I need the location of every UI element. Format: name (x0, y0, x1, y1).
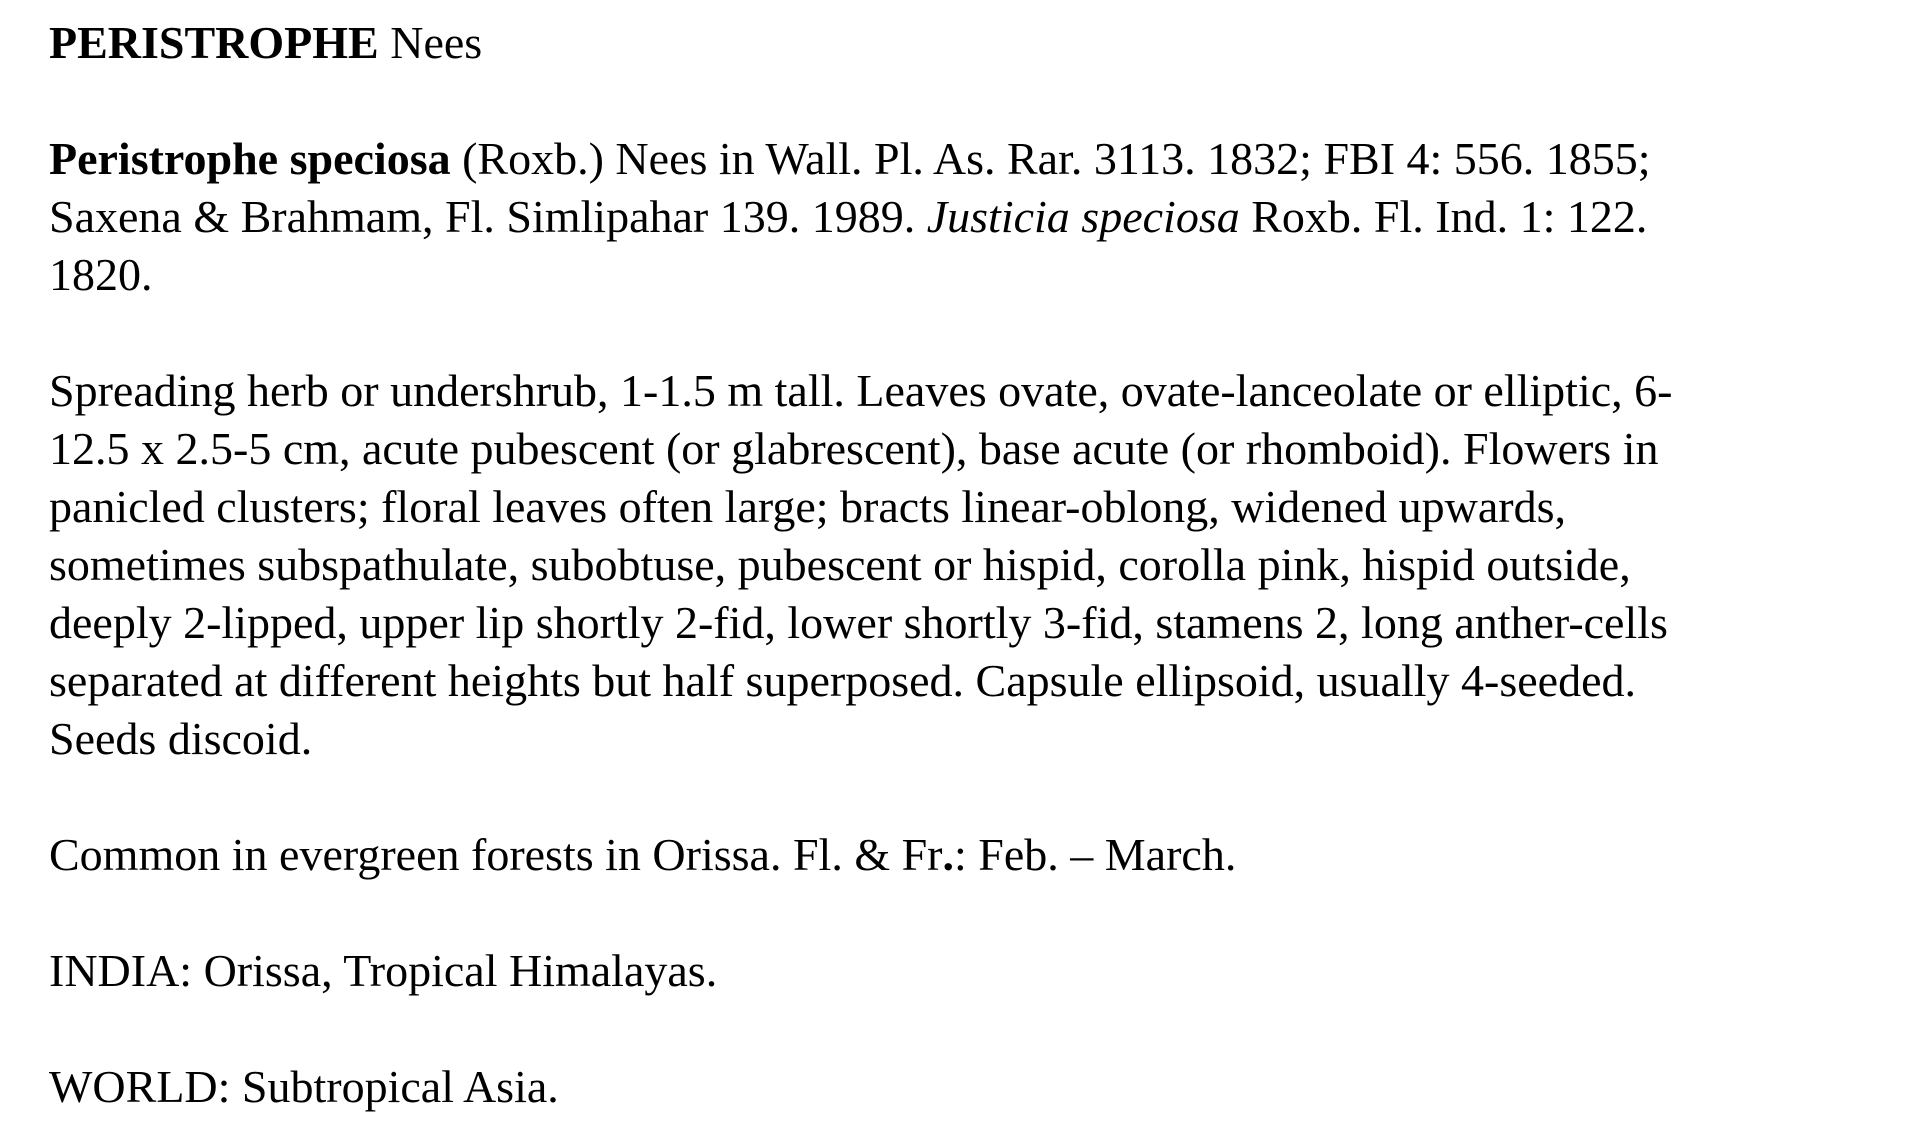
phenology-text: : Feb. – March. (954, 829, 1237, 880)
distribution-india: INDIA: Orissa, Tropical Himalayas. (49, 945, 718, 996)
description-line: panicled clusters; floral leaves often large; bracts linear-oblong, widened upwards, (49, 481, 1566, 532)
synonym-name: Justicia speciosa (926, 191, 1240, 242)
citation-part-1: (Roxb.) Nees in Wall. Pl. As. Rar. 3113. 1832; FBI 4: 556. 1855; (450, 133, 1651, 184)
description-line: deeply 2-lipped, upper lip shortly 2-fid, lower shortly 3-fid, stamens 2, long anther-cells (49, 597, 1668, 648)
genus-name: PERISTROPHE (49, 17, 379, 68)
habitat-bold-dot: . (942, 829, 954, 880)
description-line: Spreading herb or undershrub, 1-1.5 m tall. Leaves ovate, ovate-lanceolate or elliptic, 6- (49, 365, 1673, 416)
citation-line-3 (49, 246, 1889, 304)
synonym-year: 1820. (49, 249, 153, 300)
description-line: separated at different heights but half superposed. Capsule ellipsoid, usually 4-seeded. (49, 655, 1636, 706)
description-line: 12.5 x 2.5-5 cm, acute pubescent (or glabrescent), base acute (or rhomboid). Flowers in (49, 423, 1659, 474)
genus-author: Nees (378, 17, 483, 68)
description-line: Seeds discoid. (49, 713, 313, 764)
citation-line-1 (49, 130, 1889, 188)
citation-part-2: Saxena & Brahmam, Fl. Simlipahar 139. 1989. (49, 191, 927, 242)
citation-line-2 (49, 188, 1889, 246)
genus-heading (49, 14, 1889, 72)
synonym-citation: Roxb. Fl. Ind. 1: 122. (1239, 191, 1648, 242)
habitat-text: Common in evergreen forests in Orissa. Fl. & Fr (49, 829, 943, 880)
description-line: sometimes subspathulate, subobtuse, pubescent or hispid, corolla pink, hispid outside, (49, 539, 1631, 590)
species-name: Peristrophe speciosa (49, 133, 451, 184)
description (49, 362, 1889, 768)
habitat (49, 826, 1889, 884)
distribution-world: WORLD: Subtropical Asia. (49, 1061, 559, 1112)
species-citation (49, 130, 1889, 304)
document-page (49, 14, 1889, 1116)
